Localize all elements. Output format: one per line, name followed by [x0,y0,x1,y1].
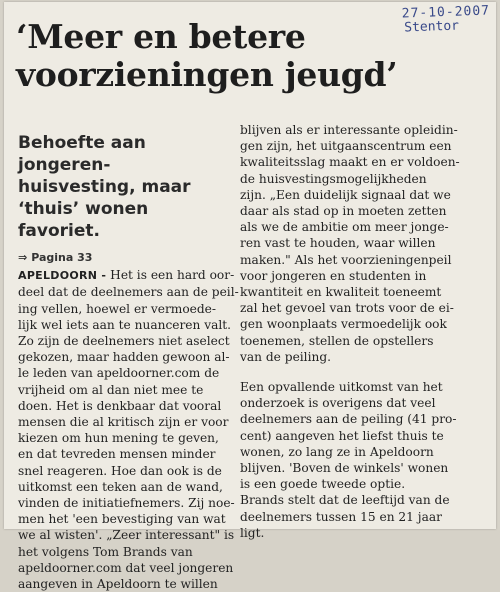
body-line-text: le leden van apeldoorner.com de [18,366,220,381]
body-line [18,430,232,446]
body-line [240,395,472,411]
body-line [240,268,472,284]
subheading-line: ‘thuis’ wonen favoriet. [18,199,149,241]
body-line-text: maken." Als het voorzieningenpeil [240,252,452,267]
body-line [240,316,472,332]
body-line-text: apeldoorner.com dat veel jongeren [18,560,234,575]
body-line-text: snel reageren. Hoe dan ook is de [18,463,222,478]
body-line-text: gekozen, maar hadden gewoon al- [18,350,230,365]
body-line-text: Brands stelt dat de leeftijd van de [240,493,450,508]
body-line-text: deelnemers tussen 15 en 21 jaar [240,509,442,524]
body-line [240,379,472,395]
body-line [240,284,472,300]
body-line-text: kwantiteit en kwaliteit toeneemt [240,285,442,300]
body-line-text: Een opvallende uitkomst van het [240,380,443,395]
body-line [18,301,232,317]
body-line [240,460,472,476]
body-line [18,284,239,300]
body-line-text: vrijheid om al dan niet mee te [18,382,204,397]
body-line-text: daar als stad op in moeten zetten [240,204,447,219]
body-line [240,138,472,154]
arrow-icon: ⇒ [18,251,28,264]
body-line [18,463,232,479]
body-line [240,235,472,251]
body-line [18,527,235,543]
body-line-text: van de peiling. [240,349,331,364]
body-line-text: deelnemers aan de peiling (41 pro- [240,412,457,427]
body-line [18,382,232,398]
body-line-text: blijven. 'Boven de winkels' wonen [240,461,449,476]
body-line-text: het volgens Tom Brands van [18,544,193,559]
body-line [18,333,232,349]
body-line [18,267,235,284]
body-line [240,492,472,508]
body-line [240,333,472,349]
paragraph-gap [240,365,472,379]
page-reference [18,250,232,266]
body-line-text: we al wisten'. „Zeer interessant" is [18,528,235,543]
body-line-text: als we de ambitie om meer jonge- [240,220,449,235]
article-column-right [240,122,472,541]
body-line [240,252,472,268]
body-line [240,300,472,316]
body-line [240,187,472,203]
body-line [18,365,232,381]
body-line [240,509,472,525]
left-body-text [18,267,239,592]
body-line-text: Zo zijn de deelnemers niet aselect [18,334,230,349]
body-line [18,349,232,365]
body-line [18,511,232,527]
body-line [240,203,472,219]
subheading-line: Behoefte aan jongeren- [18,133,146,175]
headline-line: ‘Meer en betere [16,17,306,56]
body-line [240,171,472,187]
body-line [240,444,472,460]
body-line-text: doen. Het is denkbaar dat vooral [18,398,222,413]
body-line [240,219,472,235]
body-line [240,349,472,365]
newspaper-clipping [4,2,496,592]
body-line [18,479,232,495]
body-line [18,446,232,462]
body-line-text: blijven als er interessante opleidin- [240,123,458,137]
body-line-text: deel dat de deelnemers aan de peil- [18,285,239,300]
body-line-text: lijk wel iets aan te nuanceren valt. [18,317,232,332]
body-line [18,560,232,576]
body-line [240,154,472,170]
article-column-left [18,122,239,592]
right-body-text-b [240,379,472,541]
body-line-text: toenemen, stellen de opstellers [240,333,434,348]
body-line-text: zal het gevoel van trots voor de ei- [240,301,454,316]
body-line-text: cent) aangeven het liefst thuis te [240,428,444,443]
body-line-text: onderzoek is overigens dat veel [240,396,436,411]
body-line [18,576,232,592]
body-line-text: is een goede tweede optie. [240,477,406,492]
article-headline [16,18,476,94]
annotation-source: Stentor [403,18,459,36]
body-line [18,495,235,511]
body-line-text: en dat tevreden mensen minder [18,447,216,462]
body-line [240,122,472,138]
body-line [240,411,472,427]
body-line-text: voor jongeren en studenten in [240,268,427,283]
body-line [18,414,232,430]
body-line [18,398,232,414]
annotation-date: 27-10-2007 [401,3,490,22]
article-subheading [18,132,232,242]
body-line-text: wonen, zo lang ze in Apeldoorn [240,444,434,459]
body-line [240,476,472,492]
body-line-text: uitkomst een teken aan de wand, [18,479,223,494]
body-line-text: kwaliteitsslag maakt en er voldoen- [240,155,460,170]
body-line [240,525,472,541]
body-line-text: Het is een hard oor- [106,268,235,283]
body-line-text: ren vast te houden, waar willen [240,236,436,251]
body-line-text: vinden de initiatiefnemers. Zij noe- [18,496,235,511]
body-line-text: mensen die al kritisch zijn er voor [18,415,229,430]
body-line-text: gen woonplaats vermoedelijk ook [240,317,447,332]
page-reference-text: Pagina 33 [31,251,93,264]
body-line [18,544,232,560]
body-line-text: ing vellen, hoewel er vermoede- [18,301,217,316]
body-line-text: zijn. „Een duidelijk signaal dat we [240,187,451,202]
body-line [240,428,472,444]
body-line-text: men het 'een bevestiging van wat [18,512,226,527]
dateline: APELDOORN - [18,269,107,283]
body-line-text: de huisvestingsmogelijkheden [240,171,427,186]
body-line-text: kiezen om hun mening te geven, [18,431,219,446]
body-line-text: aangeven in Apeldoorn te willen [18,577,218,592]
body-line-text: gen zijn, het uitgaanscentrum een [240,139,452,154]
body-line [18,317,232,333]
headline-line: voorzieningen jeugd’ [16,55,398,94]
right-body-text-a [240,122,472,365]
subheading-line: huisvesting, maar [18,177,191,197]
body-line-text: ligt. [240,525,265,540]
